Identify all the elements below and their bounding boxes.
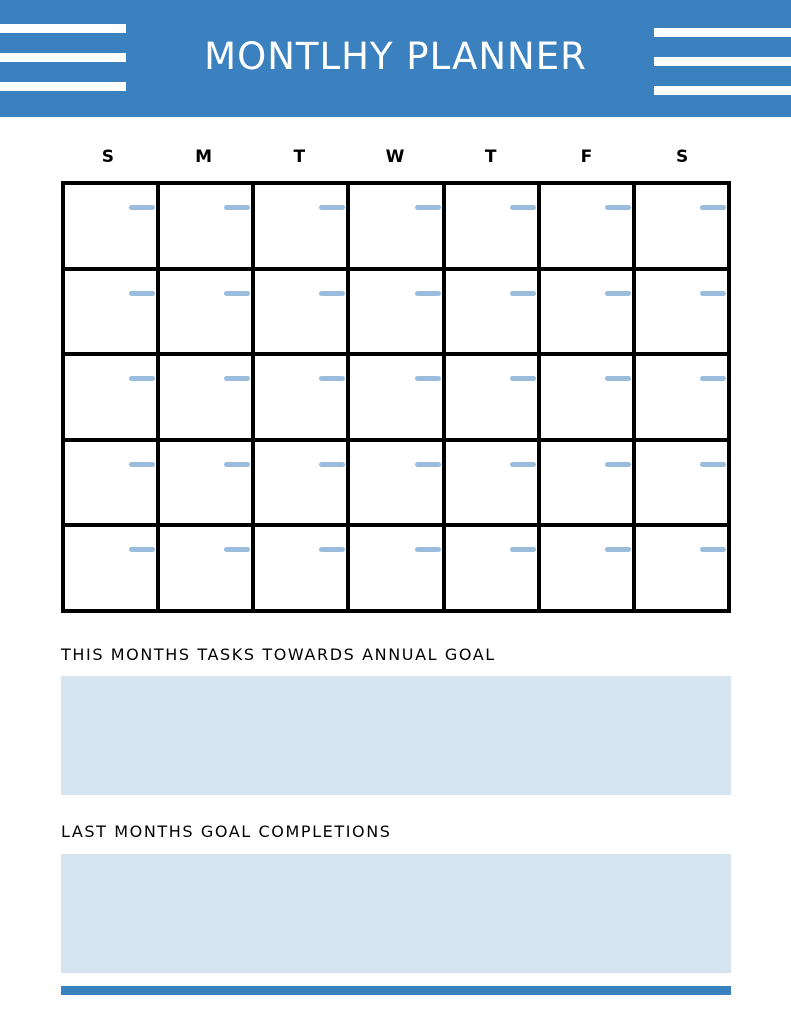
calendar-day-cell[interactable] (160, 356, 255, 442)
calendar-day-cell[interactable] (446, 185, 541, 271)
date-line-mark (415, 462, 441, 467)
calendar-day-cell[interactable] (65, 442, 160, 528)
date-line-mark (319, 205, 345, 210)
date-line-mark (224, 462, 250, 467)
date-line-mark (700, 291, 726, 296)
date-line-mark (129, 547, 155, 552)
calendar-day-cell[interactable] (350, 271, 445, 357)
calendar-day-cell[interactable] (636, 271, 731, 357)
completions-notes-box[interactable] (61, 854, 731, 973)
date-line-mark (129, 291, 155, 296)
calendar-day-cell[interactable] (350, 527, 445, 613)
weekday-label-monday: M (195, 147, 213, 167)
date-line-mark (700, 376, 726, 381)
calendar-day-cell[interactable] (636, 527, 731, 613)
calendar-day-cell[interactable] (160, 527, 255, 613)
date-line-mark (700, 462, 726, 467)
date-line-mark (510, 205, 536, 210)
date-line-mark (605, 547, 631, 552)
calendar-day-cell[interactable] (160, 271, 255, 357)
date-line-mark (319, 291, 345, 296)
calendar-day-cell[interactable] (65, 271, 160, 357)
date-line-mark (510, 462, 536, 467)
date-line-mark (510, 291, 536, 296)
footer-bar (61, 986, 731, 995)
calendar-day-cell[interactable] (160, 442, 255, 528)
calendar-day-cell[interactable] (541, 442, 636, 528)
date-line-mark (129, 462, 155, 467)
date-line-mark (700, 547, 726, 552)
date-line-mark (510, 376, 536, 381)
header-banner (0, 0, 791, 117)
weekday-label-friday: F (580, 147, 593, 167)
weekday-header (60, 146, 730, 168)
calendar-day-cell[interactable] (255, 356, 350, 442)
completions-section-label: LAST MONTHS GOAL COMPLETIONS (61, 822, 392, 841)
calendar-day-cell[interactable] (255, 271, 350, 357)
calendar-day-cell[interactable] (255, 527, 350, 613)
date-line-mark (224, 547, 250, 552)
calendar-day-cell[interactable] (350, 442, 445, 528)
calendar-day-cell[interactable] (255, 442, 350, 528)
weekday-label-saturday: S (676, 147, 689, 167)
date-line-mark (224, 205, 250, 210)
calendar-day-cell[interactable] (541, 185, 636, 271)
header-stripe-left-3 (0, 82, 126, 91)
calendar-day-cell[interactable] (636, 185, 731, 271)
date-line-mark (319, 462, 345, 467)
page-title: MONTLHY PLANNER (204, 35, 587, 78)
tasks-section-label: THIS MONTHS TASKS TOWARDS ANNUAL GOAL (61, 645, 496, 664)
calendar-day-cell[interactable] (255, 185, 350, 271)
date-line-mark (415, 205, 441, 210)
tasks-notes-box[interactable] (61, 676, 731, 795)
date-line-mark (605, 291, 631, 296)
calendar-day-cell[interactable] (541, 356, 636, 442)
weekday-label-thursday: T (484, 147, 497, 167)
calendar-day-cell[interactable] (446, 271, 541, 357)
date-line-mark (415, 376, 441, 381)
date-line-mark (415, 291, 441, 296)
calendar-day-cell[interactable] (65, 185, 160, 271)
calendar-day-cell[interactable] (350, 356, 445, 442)
date-line-mark (700, 205, 726, 210)
date-line-mark (510, 547, 536, 552)
weekday-label-tuesday: T (293, 147, 306, 167)
calendar-day-cell[interactable] (541, 271, 636, 357)
date-line-mark (129, 376, 155, 381)
calendar-day-cell[interactable] (65, 527, 160, 613)
weekday-label-sunday: S (101, 147, 114, 167)
date-line-mark (224, 291, 250, 296)
calendar-day-cell[interactable] (446, 527, 541, 613)
date-line-mark (224, 376, 250, 381)
date-line-mark (319, 376, 345, 381)
calendar-grid (61, 181, 731, 613)
header-stripe-right-3 (654, 86, 791, 95)
weekday-label-wednesday: W (385, 147, 405, 167)
date-line-mark (605, 462, 631, 467)
date-line-mark (319, 547, 345, 552)
date-line-mark (605, 205, 631, 210)
calendar-day-cell[interactable] (446, 356, 541, 442)
calendar-day-cell[interactable] (446, 442, 541, 528)
calendar-day-cell[interactable] (350, 185, 445, 271)
calendar-day-cell[interactable] (636, 356, 731, 442)
date-line-mark (605, 376, 631, 381)
date-line-mark (415, 547, 441, 552)
calendar-day-cell[interactable] (65, 356, 160, 442)
calendar-day-cell[interactable] (160, 185, 255, 271)
date-line-mark (129, 205, 155, 210)
calendar-day-cell[interactable] (541, 527, 636, 613)
calendar-day-cell[interactable] (636, 442, 731, 528)
header-stripe-left-1 (0, 24, 126, 33)
